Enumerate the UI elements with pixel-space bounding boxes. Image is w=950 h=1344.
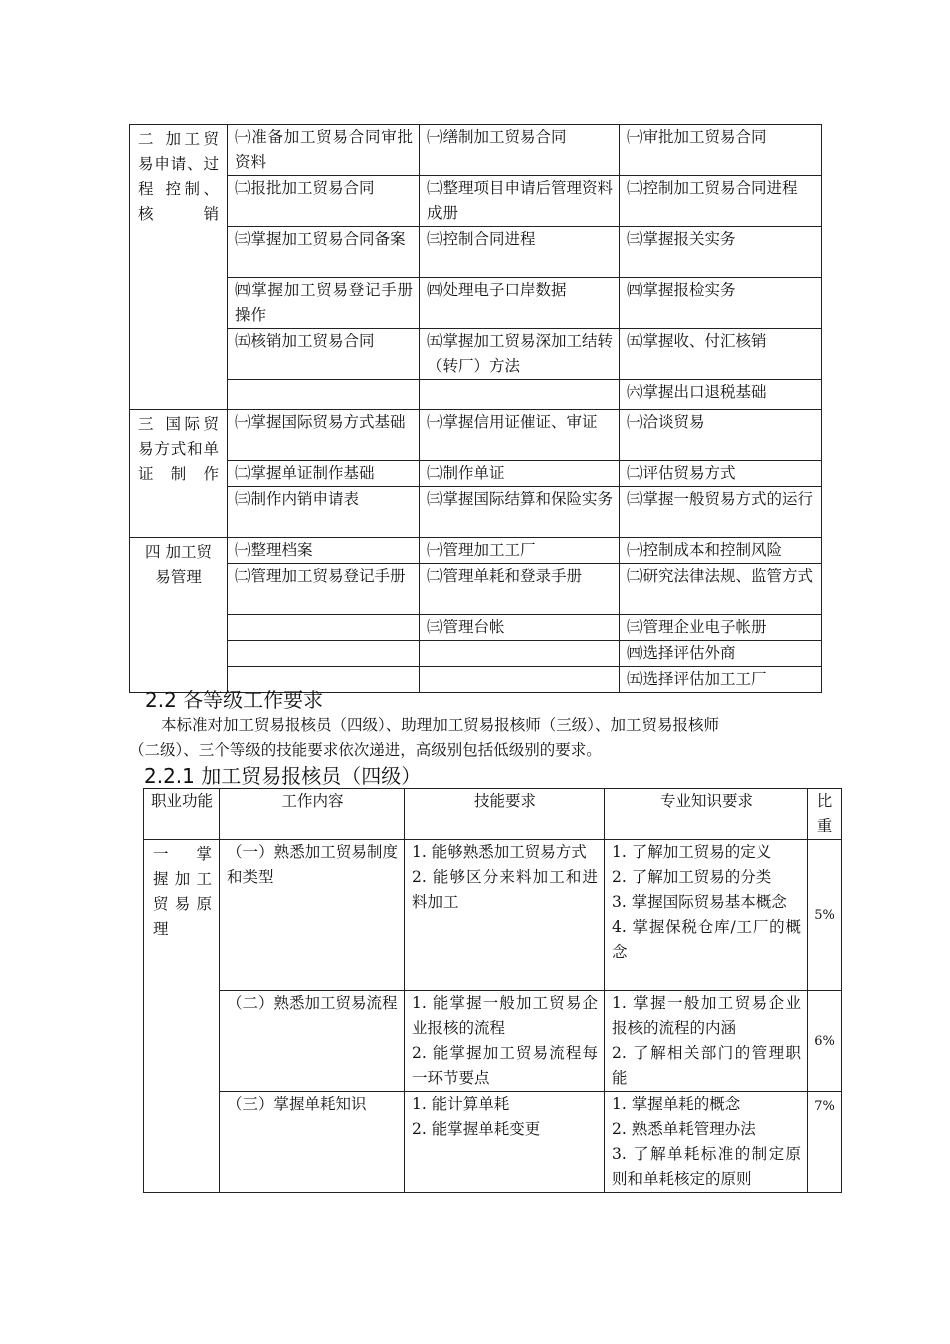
column-header: 职业功能 xyxy=(144,789,220,840)
table-cell: ㈡研究法律法规、监管方式 xyxy=(620,564,822,615)
skill-item: 1. 能够熟悉加工贸易方式 xyxy=(412,843,587,861)
table-cell: ㈣处理电子口岸数据 xyxy=(420,278,620,329)
table-cell: ㈡评估贸易方式 xyxy=(620,461,822,487)
table-cell: ㈢控制合同进程 xyxy=(420,227,620,278)
content-cell: （二）熟悉加工贸易流程 xyxy=(220,991,405,1092)
table-cell xyxy=(420,380,620,410)
category-cell: 二 加工贸易申请、过 程 控制、核销 xyxy=(130,125,228,410)
category-cell: 四 加工贸易管理 xyxy=(130,538,228,693)
skill-item: 1. 能掌握一般加工贸易企业报核的流程 xyxy=(412,994,598,1037)
category-cell: 三 国际贸易方式和单证制作 xyxy=(130,410,228,538)
table-cell: ㈥掌握出口退税基础 xyxy=(620,380,822,410)
table-cell: ㈣掌握加工贸易登记手册操作 xyxy=(228,278,420,329)
knowledge-item: 2. 熟悉单耗管理办法 xyxy=(612,1120,756,1138)
knowledge-item: 1. 掌握单耗的概念 xyxy=(612,1095,741,1113)
knowledge-cell xyxy=(605,991,808,1092)
table-cell: ㈢制作内销申请表 xyxy=(228,487,420,538)
table-cell: ㈡报批加工贸易合同 xyxy=(228,176,420,227)
table-cell: ㈠整理档案 xyxy=(228,538,420,564)
table-cell: ㈠控制成本和控制风险 xyxy=(620,538,822,564)
knowledge-item: 1. 了解加工贸易的定义 xyxy=(612,843,772,861)
column-header: 技能要求 xyxy=(405,789,605,840)
column-header: 专业知识要求 xyxy=(605,789,808,840)
subsection-heading: 2.2.1 加工贸易报核员（四级） xyxy=(144,764,422,788)
skills-cell xyxy=(405,1092,605,1193)
table-cell: ㈡管理加工贸易登记手册 xyxy=(228,564,420,615)
category-cell: 一 掌握加工贸易原理 xyxy=(144,840,220,1193)
knowledge-item: 3. 了解单耗标准的制定原则和单耗核定的原则 xyxy=(612,1145,801,1188)
skill-item: 1. 能计算单耗 xyxy=(412,1095,510,1113)
skill-item: 2. 能掌握加工贸易流程每一环节要点 xyxy=(412,1044,598,1087)
skills-cell xyxy=(405,840,605,991)
table-cell: ㈡掌握单证制作基础 xyxy=(228,461,420,487)
table-cell: ㈢管理台帐 xyxy=(420,615,620,641)
table-cell xyxy=(228,380,420,410)
table-cell: ㈡控制加工贸易合同进程 xyxy=(620,176,822,227)
skill-item: 2. 能够区分来料加工和进料加工 xyxy=(412,868,598,911)
knowledge-item: 4. 掌握保税仓库/工厂的概念 xyxy=(612,918,801,961)
paragraph-line: （二级）、三个等级的技能要求依次递进，高级别包括低级别的要求。 xyxy=(129,741,602,759)
column-header: 工作内容 xyxy=(220,789,405,840)
table-cell: ㈢管理企业电子帐册 xyxy=(620,615,822,641)
table-cell: ㈣选择评估外商 xyxy=(620,641,822,667)
content-cell: （三）掌握单耗知识 xyxy=(220,1092,405,1193)
job-functions-table xyxy=(129,124,822,693)
table-cell: ㈤掌握加工贸易深加工结转（转厂）方法 xyxy=(420,329,620,380)
paragraph-line: 本标准对加工贸易报核员（四级）、助理加工贸易报核师（三级）、加工贸易报核师 xyxy=(161,716,720,734)
requirements-table xyxy=(143,788,842,1193)
column-header: 比重 xyxy=(808,789,842,840)
section-heading: 2.2 各等级工作要求 xyxy=(145,688,324,712)
content-cell: （一）熟悉加工贸易制度和类型 xyxy=(220,840,405,991)
weight-cell: 6% xyxy=(808,991,842,1092)
knowledge-item: 2. 了解加工贸易的分类 xyxy=(612,868,772,886)
table-cell: ㈢掌握加工贸易合同备案 xyxy=(228,227,420,278)
table-cell: ㈡整理项目申请后管理资料成册 xyxy=(420,176,620,227)
weight-cell: 7% xyxy=(808,1092,842,1193)
table-cell xyxy=(420,667,620,693)
table-cell: ㈠洽谈贸易 xyxy=(620,410,822,461)
table-cell: ㈠管理加工工厂 xyxy=(420,538,620,564)
table-cell: ㈠掌握信用证催证、审证 xyxy=(420,410,620,461)
table-cell: ㈠审批加工贸易合同 xyxy=(620,125,822,176)
table-cell: ㈤核销加工贸易合同 xyxy=(228,329,420,380)
section-paragraph xyxy=(129,713,825,763)
table-cell: ㈢掌握一般贸易方式的运行 xyxy=(620,487,822,538)
table-cell xyxy=(420,641,620,667)
knowledge-item: 2. 了解相关部门的管理职能 xyxy=(612,1044,801,1087)
table-cell: ㈣掌握报检实务 xyxy=(620,278,822,329)
weight-cell: 5% xyxy=(808,840,842,991)
table-cell: ㈡制作单证 xyxy=(420,461,620,487)
table-cell: ㈡管理单耗和登录手册 xyxy=(420,564,620,615)
knowledge-item: 1. 掌握一般加工贸易企业报核的流程的内涵 xyxy=(612,994,801,1037)
knowledge-item: 3. 掌握国际贸易基本概念 xyxy=(612,893,787,911)
table-cell: ㈠准备加工贸易合同审批资料 xyxy=(228,125,420,176)
table-cell: ㈠缮制加工贸易合同 xyxy=(420,125,620,176)
knowledge-cell xyxy=(605,1092,808,1193)
skill-item: 2. 能掌握单耗变更 xyxy=(412,1120,541,1138)
table-cell xyxy=(228,615,420,641)
table-cell: ㈢掌握报关实务 xyxy=(620,227,822,278)
skills-cell xyxy=(405,991,605,1092)
table-cell: ㈢掌握国际结算和保险实务 xyxy=(420,487,620,538)
knowledge-cell xyxy=(605,840,808,991)
table-cell xyxy=(228,641,420,667)
table-cell: ㈤选择评估加工工厂 xyxy=(620,667,822,693)
table-cell: ㈤掌握收、付汇核销 xyxy=(620,329,822,380)
table-cell: ㈠掌握国际贸易方式基础 xyxy=(228,410,420,461)
